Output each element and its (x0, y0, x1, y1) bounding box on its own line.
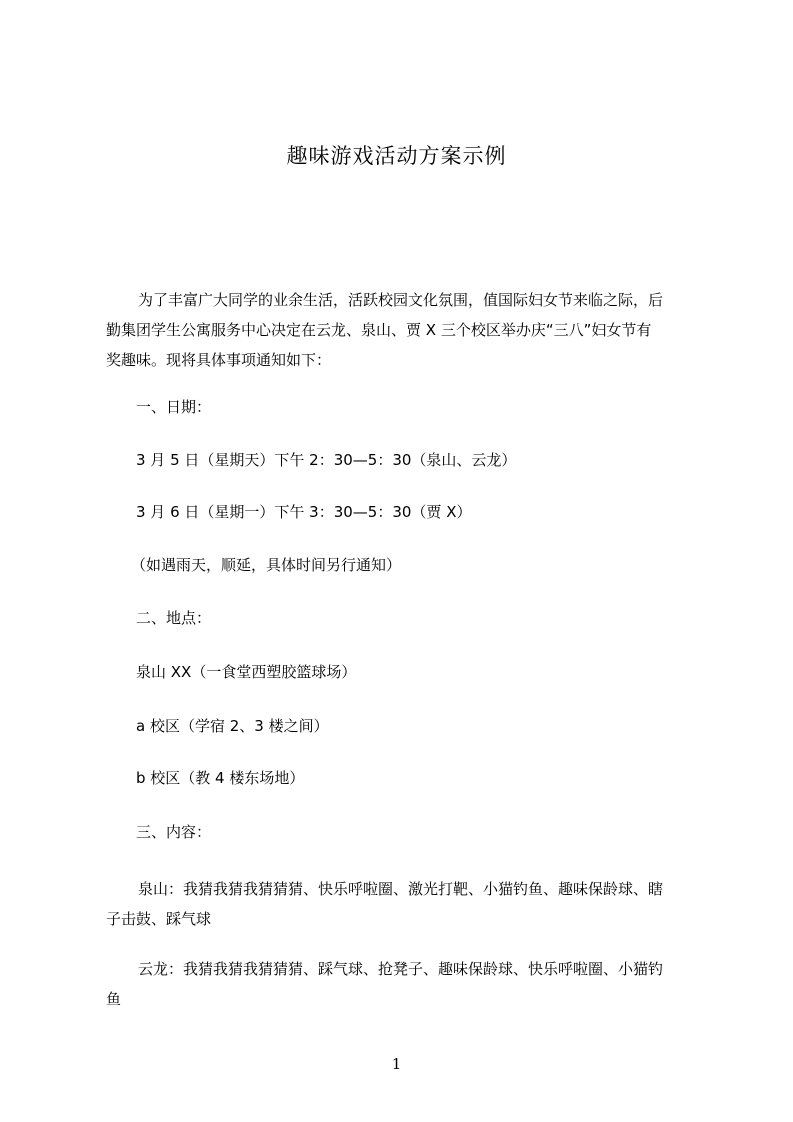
location-item: a 校区（学宿 2、3 楼之间） (136, 717, 329, 735)
intro-line: 奖趣味。现将具体事项通知如下： (106, 351, 332, 369)
location-heading: 二、地点： (136, 609, 212, 627)
content-heading: 三、内容： (136, 823, 212, 841)
date-item: 3 月 6 日（星期一）下午 3：30—5：30（贾 X） (136, 503, 472, 521)
intro-line: 勤集团学生公寓服务中心决定在云龙、泉山、贾 X 三个校区举办庆“三八”妇女节有 (106, 321, 652, 339)
document-title: 趣味游戏活动方案示例 (286, 144, 507, 168)
content-line: 云龙：我猜我猜我猜猜猜、踩气球、抢凳子、趣味保龄球、快乐呼啦圈、小猫钓 (138, 960, 664, 978)
location-item: 泉山 XX（一食堂西塑胶篮球场） (136, 663, 357, 681)
content-line: 泉山：我猜我猜我猜猜猜、快乐呼啦圈、激光打靶、小猫钓鱼、趣味保龄球、瞎 (138, 880, 664, 898)
intro-line: 为了丰富广大同学的业余生活，活跃校园文化氛围，值国际妇女节来临之际，后 (138, 291, 664, 309)
page-number: 1 (391, 1055, 402, 1073)
location-item: b 校区（教 4 楼东场地） (136, 769, 305, 787)
intro-paragraph (106, 285, 704, 375)
content-yunlong (106, 954, 704, 1014)
date-heading: 一、日期： (136, 398, 212, 416)
content-quanshan (106, 874, 704, 934)
content-line: 鱼 (106, 990, 122, 1008)
date-note: （如遇雨天，顺延，具体时间另行通知） (131, 556, 402, 574)
date-item: 3 月 5 日（星期天）下午 2：30—5：30（泉山、云龙） (136, 451, 517, 469)
content-line: 子击鼓、踩气球 (106, 910, 212, 928)
